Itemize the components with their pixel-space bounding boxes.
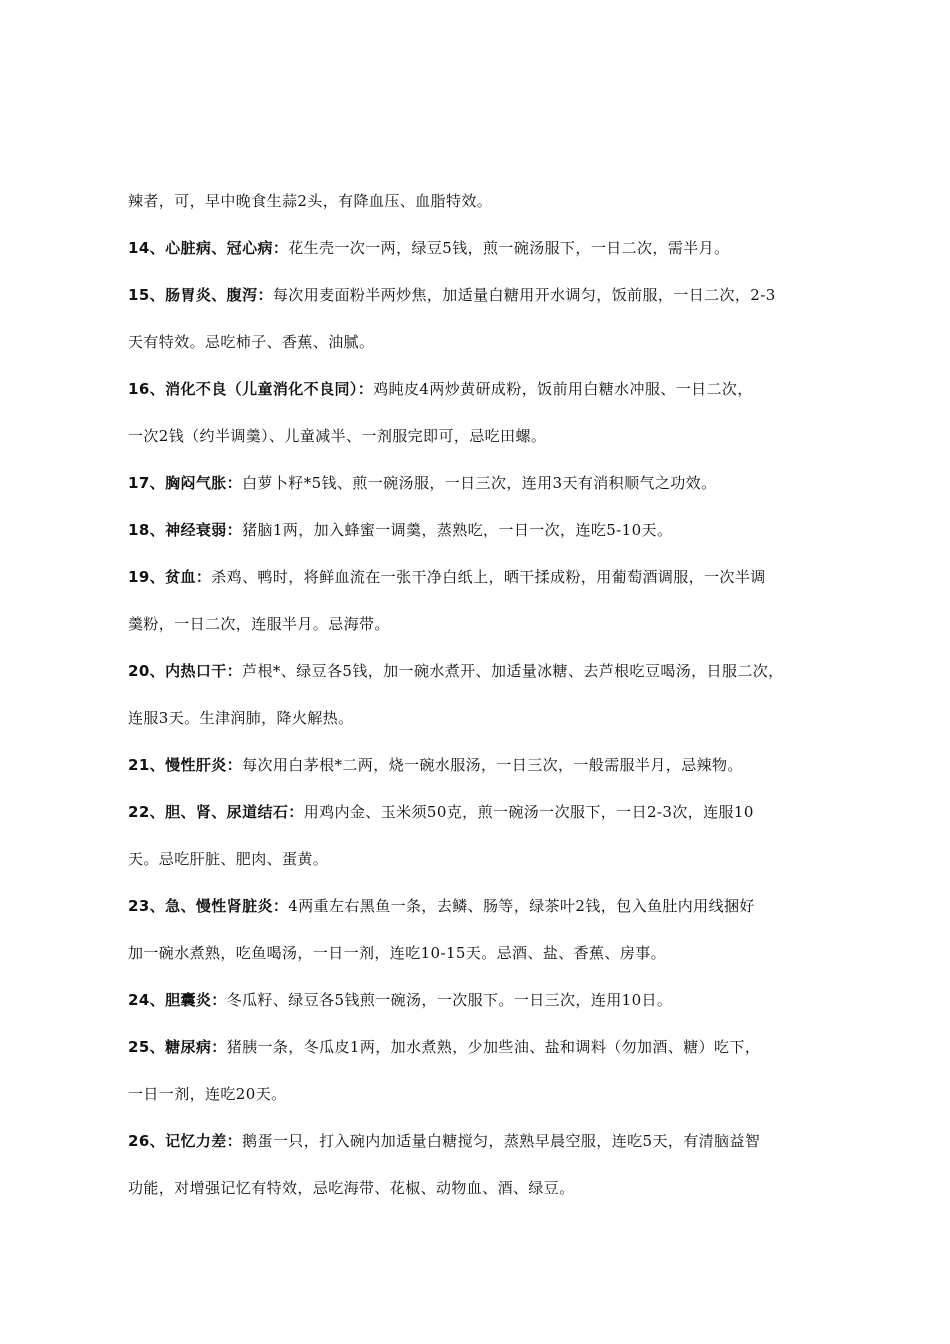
item-title: 神经衰弱：	[165, 521, 243, 539]
text-line	[128, 1024, 833, 1071]
text-line	[128, 648, 833, 695]
item-text: 功能，对增强记忆有特效，忌吃海带、花椒、动物血、酒、绿豆。	[128, 1179, 575, 1197]
item-text: 天。忌吃肝脏、肥肉、蛋黄。	[128, 850, 329, 868]
item-text: 加一碗水煮熟，吃鱼喝汤，一日一剂，连吃10-15天。忌酒、盐、香蕉、房事。	[128, 944, 667, 962]
text-line	[128, 272, 833, 319]
text-line	[128, 225, 833, 272]
text-line	[128, 460, 833, 507]
item-number: 25、	[128, 1038, 166, 1056]
item-number: 23、	[128, 897, 166, 915]
item-text: 白萝卜籽*5钱、煎一碗汤服，一日三次，连用3天有消积顺气之功效。	[242, 474, 717, 492]
text-line	[128, 1071, 833, 1118]
text-line	[128, 601, 833, 648]
item-text: 鸡盹皮4两炒黄研成粉，饭前用白糖水冲服、一日二次，	[373, 380, 753, 398]
item-text: 羹粉，一日二次，连服半月。忌海带。	[128, 615, 390, 633]
text-line	[128, 1118, 833, 1165]
text-line	[128, 413, 833, 460]
item-title: 肠胃炎、腹泻：	[165, 286, 273, 304]
text-line	[128, 883, 833, 930]
item-title: 急、慢性肾脏炎：	[165, 897, 289, 915]
item-text: 用鸡内金、玉米须50克，煎一碗汤一次服下，一日2-3次，连服10	[303, 803, 754, 821]
text-line	[128, 695, 833, 742]
item-text: 杀鸡、鸭时，将鲜血流在一张干净白纸上，晒干揉成粉，用葡萄酒调服，一次半调	[211, 568, 766, 586]
item-text: 连服3天。生津润肺，降火解热。	[128, 709, 354, 727]
text-line	[128, 178, 833, 225]
item-text: 冬瓜籽、绿豆各5钱煎一碗汤，一次服下。一日三次，连用10日。	[226, 991, 673, 1009]
text-line	[128, 366, 833, 413]
text-line	[128, 1165, 833, 1212]
item-title: 内热口干：	[165, 662, 243, 680]
text-line	[128, 977, 833, 1024]
item-number: 17、	[128, 474, 166, 492]
item-number: 21、	[128, 756, 166, 774]
item-text: 天有特效。忌吃柿子、香蕉、油腻。	[128, 333, 375, 351]
document-body	[128, 178, 833, 1212]
item-number: 19、	[128, 568, 166, 586]
item-text: 猪胰一条，冬瓜皮1两，加水煮熟，少加些油、盐和调料（勿加酒、糖）吃下，	[226, 1038, 761, 1056]
item-number: 18、	[128, 521, 166, 539]
item-text: 花生壳一次一两，绿豆5钱，煎一碗汤服下，一日二次，需半月。	[288, 239, 730, 257]
item-title: 心脏病、冠心病：	[165, 239, 289, 257]
item-title: 糖尿病：	[165, 1038, 227, 1056]
item-title: 记忆力差：	[165, 1132, 243, 1150]
item-title: 贫血：	[165, 568, 212, 586]
item-text: 鹅蛋一只，打入碗内加适量白糖搅匀，蒸熟早晨空服，连吃5天，有清脑益智	[242, 1132, 761, 1150]
item-text: 4两重左右黑鱼一条，去鳞、肠等，绿茶叶2钱，包入鱼肚内用线捆好	[288, 897, 755, 915]
item-number: 16、	[128, 380, 166, 398]
item-number: 14、	[128, 239, 166, 257]
text-line	[128, 836, 833, 883]
item-number: 15、	[128, 286, 166, 304]
item-text: 猪脑1两，加入蜂蜜一调羹，蒸熟吃，一日一次，连吃5-10天。	[242, 521, 673, 539]
item-text: 一次2钱（约半调羹）、儿童减半、一剂服完即可，忌吃田螺。	[128, 427, 547, 445]
item-title: 胆囊炎：	[165, 991, 227, 1009]
item-number: 22、	[128, 803, 166, 821]
item-title: 胆、肾、尿道结石：	[165, 803, 304, 821]
item-number: 20、	[128, 662, 166, 680]
text-line	[128, 930, 833, 977]
item-title: 消化不良（儿童消化不良同）：	[165, 380, 374, 398]
text-line	[128, 742, 833, 789]
item-number: 26、	[128, 1132, 166, 1150]
item-number: 24、	[128, 991, 166, 1009]
item-title: 胸闷气胀：	[165, 474, 243, 492]
item-text: 一日一剂，连吃20天。	[128, 1085, 287, 1103]
item-text: 辣者，可，早中晚食生蒜2头，有降血压、血脂特效。	[128, 192, 493, 210]
item-text: 芦根*、绿豆各5钱，加一碗水煮开、加适量冰糖、去芦根吃豆喝汤，日服二次，	[242, 662, 784, 680]
item-title: 慢性肝炎：	[165, 756, 243, 774]
text-line	[128, 319, 833, 366]
item-text: 每次用白茅根*二两，烧一碗水服汤，一日三次，一般需服半月，忌辣物。	[242, 756, 743, 774]
item-text: 每次用麦面粉半两炒焦，加适量白糖用开水调匀，饭前服，一日二次，2-3	[272, 286, 776, 304]
text-line	[128, 789, 833, 836]
text-line	[128, 554, 833, 601]
text-line	[128, 507, 833, 554]
